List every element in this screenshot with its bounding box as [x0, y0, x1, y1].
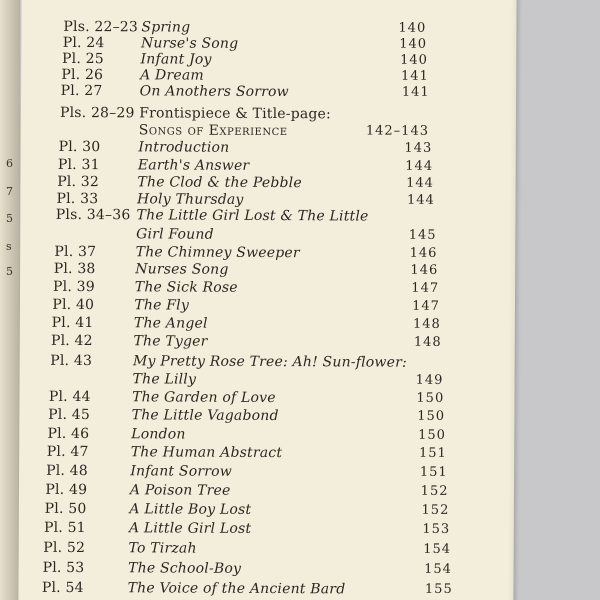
- plate-label: Pl. 27: [60, 82, 103, 100]
- page-number: 141: [401, 84, 430, 100]
- page-number: 144: [406, 192, 435, 208]
- plate-label: Pl. 30: [58, 138, 101, 156]
- plate-label: Pl. 47: [46, 443, 89, 461]
- page-number: 144: [406, 175, 435, 191]
- plate-label: Pls. 34–36: [55, 206, 131, 224]
- plate-label: Pl. 33: [56, 190, 99, 208]
- poem-title: London: [131, 426, 186, 443]
- plate-label: Pls. 22–23: [63, 18, 139, 36]
- poem-title: Infant Joy: [140, 51, 212, 68]
- page-number: 148: [412, 316, 441, 332]
- page-number: 145: [408, 227, 437, 243]
- poem-title: Girl Found: [136, 226, 214, 243]
- plate-label: Pl. 31: [57, 156, 100, 174]
- poem-title: A Little Boy Lost: [129, 501, 252, 518]
- poem-title: On Anothers Sorrow: [139, 83, 289, 101]
- page-number: 146: [409, 245, 438, 261]
- page-number: 147: [411, 280, 440, 296]
- poem-title: A Dream: [140, 67, 204, 84]
- toc-row: [20, 331, 515, 354]
- left-page-edge-marks: [0, 0, 20, 600]
- plate-label: Pl. 50: [44, 500, 87, 518]
- page-number: 141: [400, 68, 429, 84]
- poem-title: Earth's Answer: [137, 157, 250, 174]
- plate-label: Pl. 51: [43, 519, 86, 537]
- poem-title: The Tyger: [133, 333, 208, 350]
- page-number: 140: [398, 20, 427, 36]
- page-number: 144: [405, 158, 434, 174]
- plate-label: Pl. 41: [51, 314, 94, 332]
- page-number: 151: [418, 445, 447, 461]
- plate-label: Pl. 53: [42, 559, 85, 577]
- poem-title: The School-Boy: [128, 560, 242, 577]
- page-number: 150: [418, 427, 447, 443]
- poem-title: The Human Abstract: [130, 444, 283, 462]
- plate-label: Pl. 42: [50, 332, 93, 350]
- page-number: 150: [417, 408, 446, 424]
- plate-label: Pl. 26: [61, 66, 104, 84]
- poem-title: The Garden of Love: [132, 389, 276, 407]
- poem-title: A Poison Tree: [129, 482, 231, 499]
- page-number: 146: [410, 262, 439, 278]
- page-number: 140: [400, 52, 429, 68]
- plate-label: Pl. 44: [48, 388, 91, 406]
- poem-title: Holy Thursday: [136, 191, 244, 208]
- toc-row: [21, 81, 516, 104]
- poem-title: The Clod & the Pebble: [137, 174, 302, 192]
- plate-label: Pls. 28–29: [59, 104, 135, 122]
- plate-label: Pl. 32: [57, 173, 100, 191]
- poem-title: The Lilly: [132, 371, 197, 388]
- poem-title: The Angel: [133, 315, 208, 332]
- toc-row: [19, 518, 514, 541]
- plate-label: Pl. 38: [53, 260, 96, 278]
- toc-row: [19, 538, 514, 561]
- page-number: 152: [421, 502, 450, 518]
- poem-title: The Little Vagabond: [131, 407, 279, 425]
- poem-title: The Voice of the Ancient Bard: [127, 580, 346, 598]
- poem-title: Infant Sorrow: [130, 463, 232, 480]
- poem-title: The Little Girl Lost & The Little: [136, 207, 369, 225]
- page-number: 152: [420, 483, 449, 499]
- poem-title: My Pretty Rose Tree: Ah! Sun-flower:: [132, 353, 407, 371]
- plate-label: Pl. 52: [43, 539, 86, 557]
- poem-title: The Sick Rose: [134, 279, 238, 296]
- poem-title: Spring: [141, 19, 191, 36]
- poem-title: To Tirzah: [128, 540, 197, 557]
- plate-label: Pl. 25: [62, 50, 104, 68]
- book-page: [18, 0, 516, 600]
- poem-title: Nurse's Song: [140, 35, 239, 52]
- plate-label: Pl. 54: [41, 579, 84, 597]
- page-number: 150: [416, 390, 445, 406]
- poem-title: The Chimney Sweeper: [135, 244, 300, 262]
- poem-title: Songs of Experience: [138, 122, 288, 140]
- poem-title: The Fly: [134, 297, 189, 314]
- plate-label: Pl. 49: [45, 481, 88, 499]
- page-number: 148: [413, 334, 442, 350]
- page-number: 147: [412, 298, 441, 314]
- page-number: 151: [419, 464, 448, 480]
- poem-title: Introduction: [138, 139, 230, 156]
- plate-label: Pl. 37: [54, 243, 97, 261]
- page-number: 154: [424, 561, 452, 577]
- poem-title: Frontispiece & Title-page:: [139, 105, 332, 123]
- toc-row: [18, 578, 513, 600]
- page-number: 153: [422, 521, 451, 537]
- page-number: 155: [424, 581, 453, 597]
- edge-mark: 7: [6, 185, 13, 198]
- page-number: 142–143: [365, 123, 430, 139]
- edge-mark: 5: [6, 212, 13, 225]
- plate-label: Pl. 43: [50, 352, 93, 370]
- plate-label: Pl. 48: [46, 462, 88, 480]
- edge-mark: s: [6, 240, 12, 253]
- plate-label: Pl. 46: [47, 425, 90, 443]
- edge-mark: 5: [6, 265, 13, 278]
- page-number: 149: [415, 372, 444, 388]
- plate-label: Pl. 45: [48, 406, 91, 424]
- toc-row: [19, 558, 514, 581]
- page-number: 143: [404, 140, 433, 156]
- page-number: 154: [423, 541, 452, 557]
- edge-mark: 6: [6, 157, 13, 170]
- plate-label: Pl. 40: [52, 296, 95, 314]
- plate-label: Pl. 24: [62, 34, 105, 52]
- poem-title: Nurses Song: [135, 261, 229, 278]
- page-number: 140: [399, 36, 428, 52]
- poem-title: A Little Girl Lost: [128, 520, 252, 537]
- plate-label: Pl. 39: [53, 278, 95, 296]
